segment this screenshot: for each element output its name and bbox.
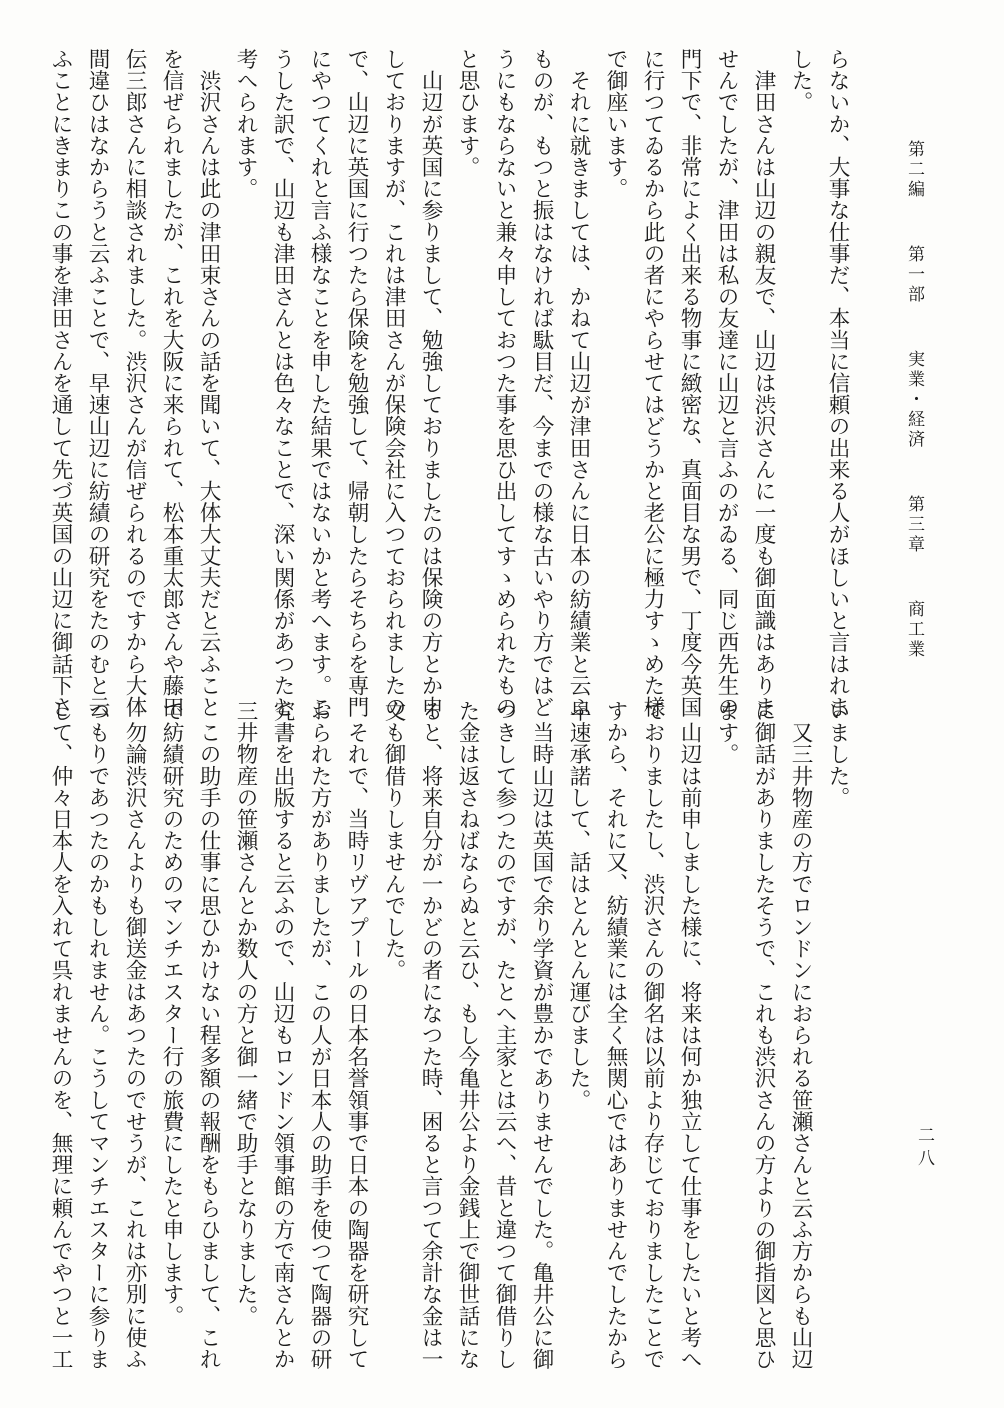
text-line: ておりましたし、渋沢さんの御名は以前より存じておりましたことで [640, 700, 665, 1370]
text-line: 文も御借りしませんでした。 [381, 700, 406, 981]
text-line: 究書を出版すると云ふので、山辺もロンドン領事館の方で南さんとか [270, 700, 295, 1370]
header-chapter: 第三章 [904, 495, 924, 555]
text-line: 山辺が英国に参りまして、勉強しておりましたのは保険の方とか申 [418, 48, 443, 718]
text-line: 間違ひはなからうと云ふことで、早速山辺に紡績の研究をたのむと云 [85, 48, 110, 718]
text-line: ものが、もつと振はなければ駄目だ、今までの様な古いやり方ではど [529, 48, 554, 718]
text-line: つきして参つたのですが、たとへ主家とは云へ、昔と違つて御借りし [492, 700, 517, 1370]
text-line: うにもならないと兼々申しておつた事を思ひ出してすゝめられたもの [492, 48, 517, 718]
text-line: で紡績研究のためのマンチエスター行の旅費にしたと申します。 [159, 700, 184, 1327]
text-line: それに就きましては、かねて山辺が津田さんに日本の紡績業と云ふ [566, 48, 591, 718]
text-line: この助手の仕事に思ひかけない程多額の報酬をもらひまして、これ [196, 700, 221, 1370]
text-line: で御座います。 [603, 48, 628, 200]
text-line: 渋沢さんは此の津田束さんの話を聞いて、大体大丈夫だと云ふこと [196, 48, 221, 718]
text-line: いました。 [825, 700, 850, 808]
running-header [905, 140, 922, 660]
header-division: 第一部 [904, 245, 924, 305]
lower-text-block [42, 700, 856, 1370]
text-line: ます。 [714, 700, 739, 765]
text-line: して、仲々日本人を入れて呉れませんのを、無理に頼んでやつと一工 [48, 700, 73, 1370]
text-line: 伝三郎さんに相談されました。渋沢さんが信ぜられるのですから大体 [122, 48, 147, 718]
text-line: 三井物産の笹瀬さんとか数人の方と御一緒で助手となりました。 [233, 700, 258, 1327]
text-line: 山辺は前申しました様に、将来は何か独立して仕事をしたいと考へ [677, 700, 702, 1370]
header-section: 商工業 [904, 600, 924, 660]
text-line: に御話がありましたそうで、これも渋沢さんの方よりの御指図と思ひ [751, 700, 776, 1370]
text-line: すから、それに又、紡績業には全く無関心ではありませんでしたから [603, 700, 628, 1370]
text-line: しておりますが、これは津田さんが保険会社に入つておられましたの [381, 48, 406, 718]
text-line: つもりであつたのかもしれません。こうしてマンチエスターに参りま [85, 700, 110, 1370]
header-title: 実業・経済 [904, 350, 924, 450]
header-part: 第二編 [904, 140, 924, 200]
text-line: に行つてゐるから此の者にやらせてはどうかと老公に極力すゝめた様 [640, 48, 665, 718]
text-line: 勿論渋沢さんよりも御送金はあつたのでせうが、これは亦別に使ふ [122, 700, 147, 1370]
text-line: ふことにきまりこの事を津田さんを通して先づ英国の山辺に御話下さ [48, 48, 73, 718]
text-line: らないか、大事な仕事だ、本当に信頼の出来る人がほしいと言はれま [825, 48, 850, 718]
upper-text-block [42, 48, 856, 718]
page-number: 二八 [914, 1126, 934, 1172]
text-line: 津田さんは山辺の親友で、山辺は渋沢さんに一度も御面識はありま [751, 48, 776, 718]
text-line: を信ぜられましたが、これを大阪に来られて、松本重太郎さんや藤田 [159, 48, 184, 718]
text-line: せんでしたが、津田は私の友達に山辺と言ふのがゐる、同じ西先生の [714, 48, 739, 718]
text-line: 又三井物産の方でロンドンにおられる笹瀬さんと云ふ方からも山辺 [788, 700, 813, 1370]
text-line: 門下で、非常によく出来る物事に緻密な、真面目な男で、丁度今英国 [677, 48, 702, 718]
text-line: で、山辺に英国に行つたら保険を勉強して、帰朝したらそちらを専門 [344, 48, 369, 718]
text-line: うした訳で、山辺も津田さんとは色々なことで、深い関係があつたと [270, 48, 295, 718]
text-line: 当時山辺は英国で余り学資が豊かでありませんでした。亀井公に御 [529, 700, 554, 1370]
text-line: した。 [788, 48, 813, 113]
text-line: ると、将来自分が一かどの者になつた時、困ると言つて余計な金は一 [418, 700, 443, 1370]
text-line: 早速承諾して、話はとんとん運びました。 [566, 700, 591, 1111]
text-line: それで、当時リヴアプールの日本名誉領事で日本の陶器を研究して [344, 700, 369, 1370]
text-line: にやつてくれと言ふ様なことを申した結果ではないかと考へます。こ [307, 48, 332, 718]
text-line: おられた方がありましたが、この人が日本人の助手を使つて陶器の研 [307, 700, 332, 1370]
text-line: 考へられます。 [233, 48, 258, 200]
text-line: た金は返さねばならぬと云ひ、もし今亀井公より金銭上で御世話にな [455, 700, 480, 1370]
text-line: と思ひます。 [455, 48, 480, 178]
